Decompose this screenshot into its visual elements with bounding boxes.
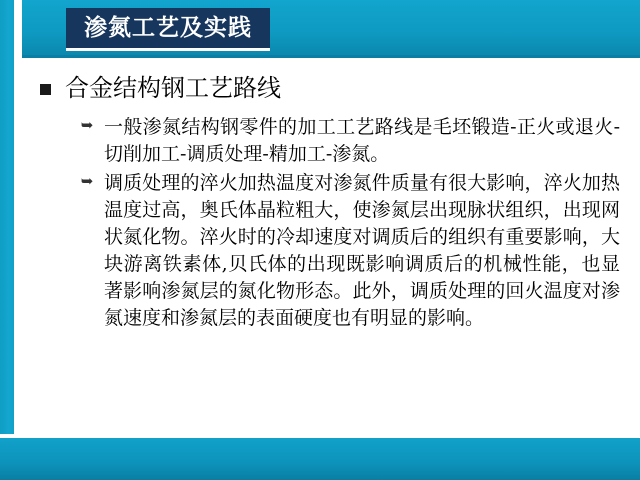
title-block <box>66 8 270 51</box>
list-item <box>78 170 620 332</box>
left-accent-bar-inner <box>14 0 22 480</box>
square-bullet-icon <box>40 84 51 95</box>
level2-text: 一般渗氮结构钢零件的加工工艺路线是毛坯锻造-正火或退火-切削加工-调质处理-精加工-渗氮。 <box>104 116 620 166</box>
page-title: 渗氮工艺及实践 <box>84 14 252 40</box>
bottom-band <box>0 438 640 480</box>
level1-text: 合金结构钢工艺路线 <box>65 74 281 102</box>
list-item <box>40 72 620 104</box>
level2-text: 调质处理的淬火加热温度对渗氮件质量有很大影响，淬火加热温度过高，奥氏体晶粒粗大，使渗氮层出现脉状组织，出现网状氮化物。淬火时的冷却速度对调质后的组织有重要影响，大块游离铁素体,贝氏体的出现既影响调质后的机械性能，也显著影响渗氮层的氮化物形态。此外，调质处理的回火温度对渗氮速度和渗氮层的表面硬度也有明显的影响。 <box>104 172 620 330</box>
arrow-bullet-icon: ➥ <box>80 116 94 135</box>
arrow-bullet-icon: ➥ <box>80 172 94 191</box>
slide-content <box>40 72 620 334</box>
list-item <box>78 114 620 168</box>
left-accent-bar <box>0 0 22 480</box>
